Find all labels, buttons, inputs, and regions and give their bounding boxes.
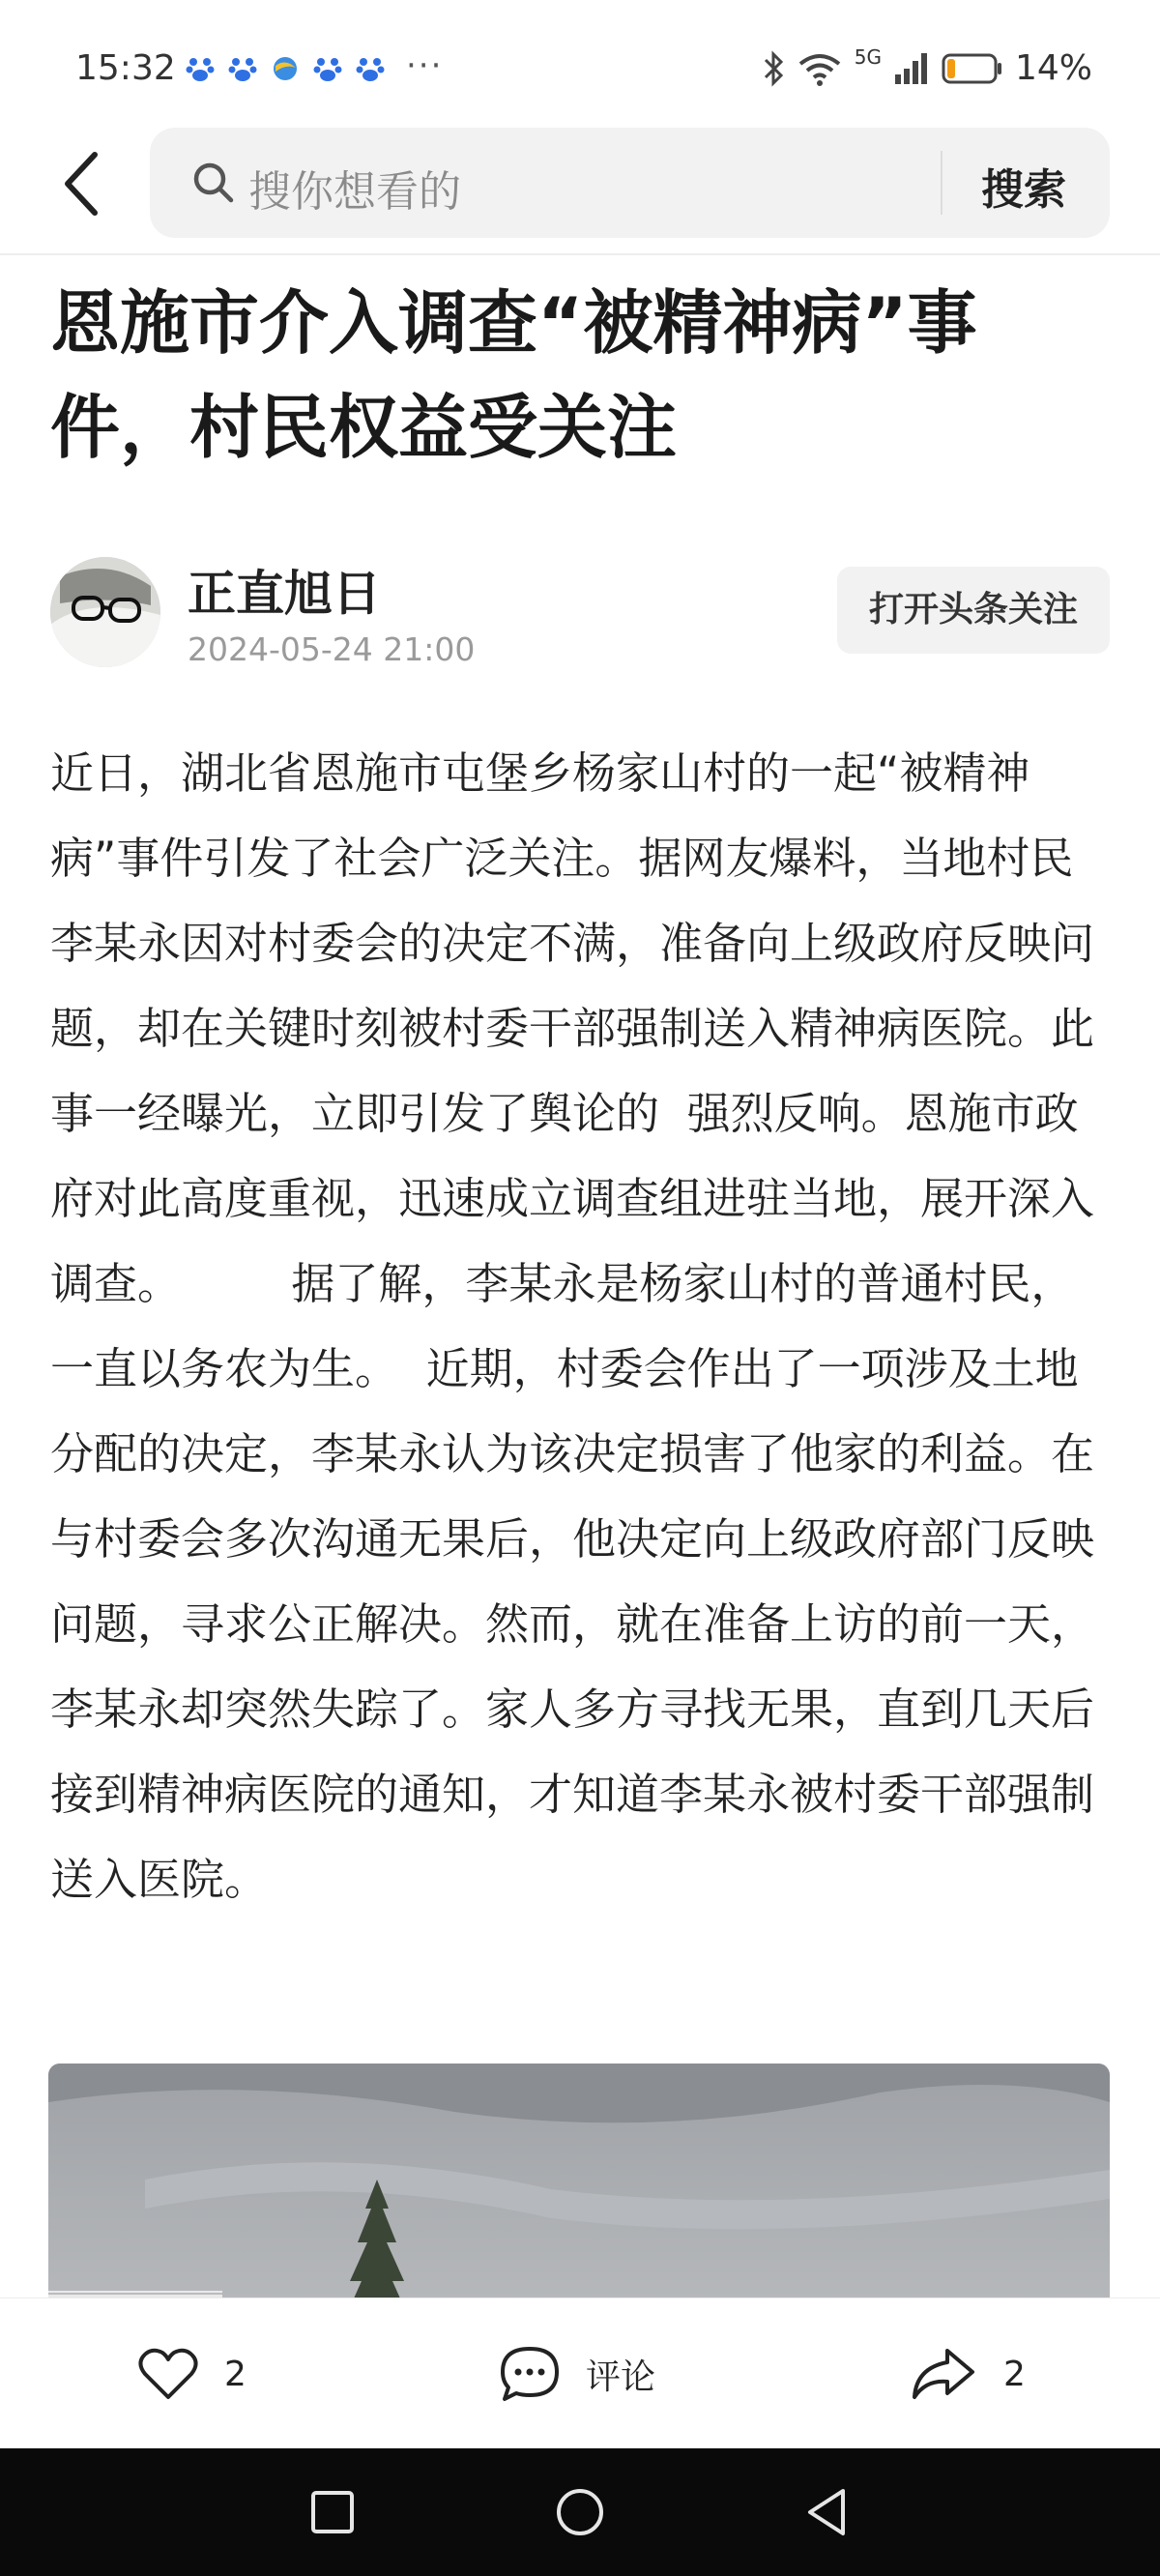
more-notifications-icon: ···: [406, 46, 444, 85]
search-icon: [190, 160, 237, 206]
wifi-icon: [797, 50, 843, 87]
comment-bubble-icon: [499, 2345, 561, 2403]
recent-apps-icon[interactable]: [298, 2477, 367, 2547]
article-body: 近日，湖北省恩施市屯堡乡杨家山村的一起“被精神病”事件引发了社会广泛关注。据网友爆料，当地村民李某永因对村委会的决定不满，准备向上级政府反映问题，却在关键时刻被村委干部强制送入精神病医院。此事一经曝光，立即引发了舆论的 强烈反响。恩施市政府对此高度重视，迅速成立调查组进驻当地，展开深入调查。 据了解，李某永是杨家山村的普通村民，一直以务农为生。 近期，村委会作出了一项涉及土地分配的决定，李某永认为该决定损害了他家的利益。在与村委会多次沟通无果后，他决定向上级政府部门反映问题，寻求公正解决。然而，就在准备上访的前一天，李某永却突然失踪了。家人多方寻找无果，直到几天后接到精神病医院的通知，才知道李某永被村委干部强制送入医院。: [50, 747, 1095, 1905]
browser-icon: [271, 54, 300, 83]
author-name[interactable]: 正直旭日: [188, 566, 381, 622]
status-time: 15:32: [75, 48, 176, 88]
network-type: 5G: [854, 44, 882, 69]
search-input[interactable]: 搜你想看的: [248, 167, 461, 217]
notification-icons: [186, 54, 385, 83]
publish-time: 2024-05-24 21:00: [188, 630, 476, 668]
article-title: 恩施市介入调查“被精神病”事件，村民权益受关注: [50, 282, 977, 468]
home-icon[interactable]: [545, 2477, 615, 2547]
avatar-image: [50, 557, 160, 667]
paw-icon: [356, 54, 385, 83]
header-divider: [0, 253, 1160, 255]
bluetooth-icon: [762, 50, 785, 87]
battery-icon: [942, 51, 1003, 86]
share-button[interactable]: [909, 2298, 1026, 2449]
system-nav-bar: [0, 2448, 1160, 2576]
status-indicators: [762, 44, 1092, 88]
follow-button[interactable]: 打开头条关注: [837, 567, 1110, 654]
search-bar[interactable]: [150, 128, 1110, 238]
action-bar: [0, 2298, 1160, 2449]
comment-label: 评论: [586, 2356, 656, 2397]
back-arrow-icon[interactable]: [56, 147, 114, 220]
paw-icon: [313, 54, 342, 83]
comment-button[interactable]: [499, 2298, 655, 2449]
paw-icon: [228, 54, 257, 83]
search-button[interactable]: 搜索: [981, 165, 1066, 215]
battery-percent: 14%: [1014, 48, 1092, 88]
share-count: 2: [1003, 2354, 1026, 2394]
like-count: 2: [224, 2354, 246, 2394]
nav-back-icon[interactable]: [793, 2477, 862, 2547]
like-button[interactable]: [137, 2298, 246, 2449]
signal-icon: [893, 51, 930, 86]
heart-icon: [137, 2345, 199, 2403]
share-arrow-icon: [909, 2345, 978, 2403]
search-divider: [941, 151, 942, 215]
status-bar: [0, 0, 1160, 135]
paw-icon: [186, 54, 215, 83]
author-avatar[interactable]: [50, 557, 160, 667]
